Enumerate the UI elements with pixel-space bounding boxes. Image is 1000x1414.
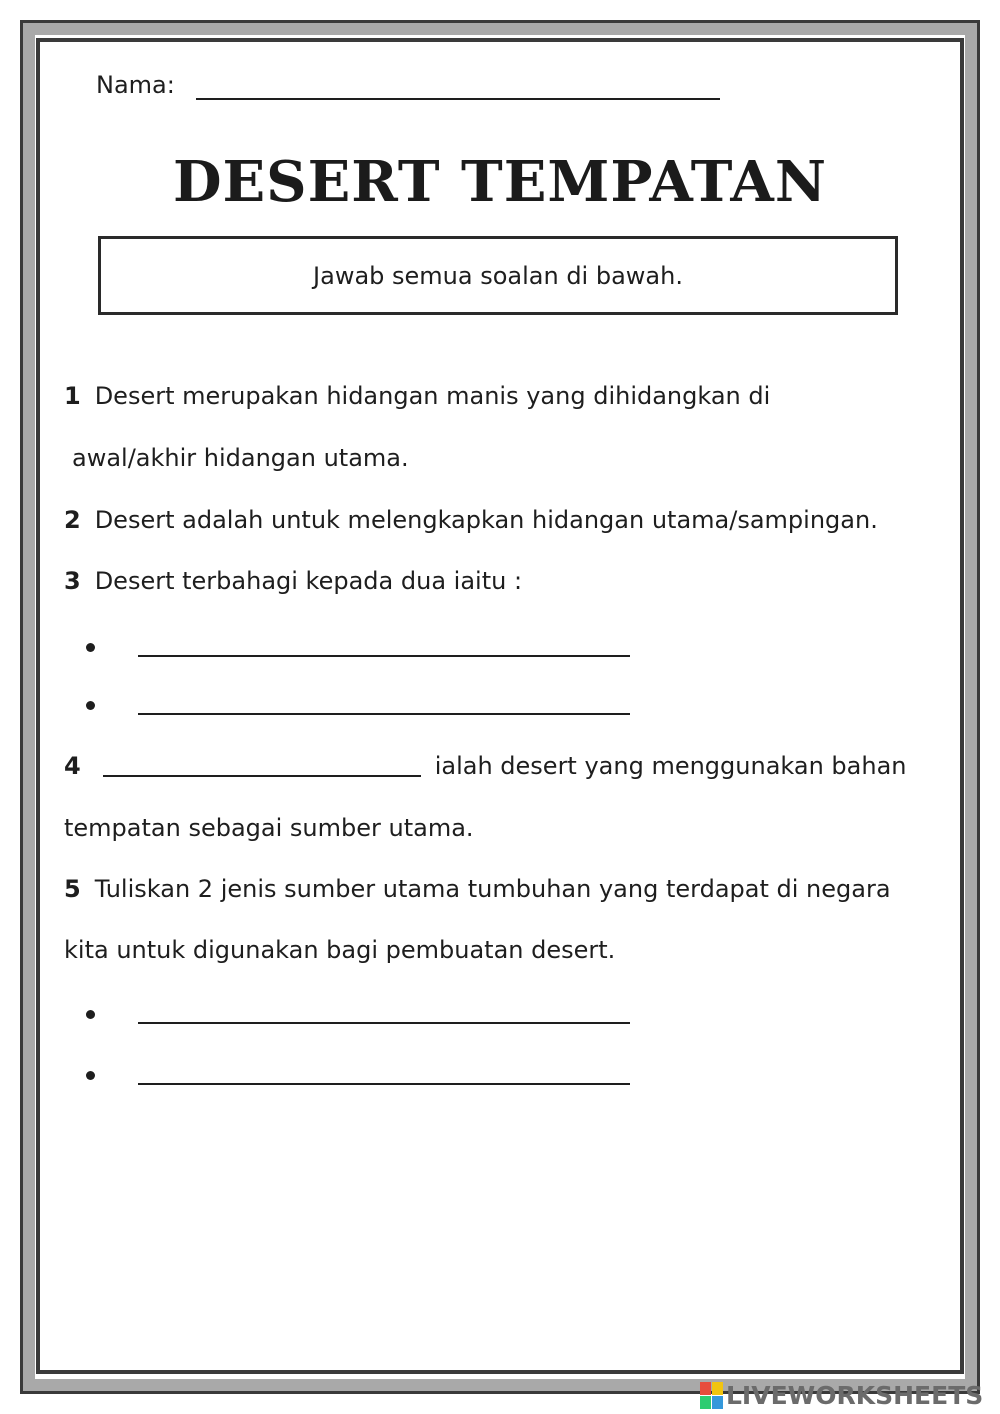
instruction-text: Jawab semua soalan di bawah.: [313, 261, 683, 290]
answer-blank-line[interactable]: [103, 775, 421, 777]
answer-blank-line[interactable]: [138, 713, 630, 715]
question-number: 5: [64, 875, 81, 903]
brand-name: LIVEWORKSHEETS: [726, 1381, 984, 1410]
question-5: [64, 871, 891, 907]
answer-blank-line[interactable]: [138, 1022, 630, 1024]
bullet-icon: [86, 1071, 95, 1080]
bullet-icon: [86, 701, 95, 710]
answer-bullet: [86, 1057, 646, 1093]
bullet-icon: [86, 1010, 95, 1019]
question-text: Desert merupakan hidangan manis yang dihidangkan di: [94, 382, 771, 410]
instruction-box: [98, 236, 898, 315]
question-1: [64, 378, 770, 414]
name-answer-line[interactable]: [196, 98, 720, 100]
name-label: Nama:: [96, 71, 175, 99]
question-text: Desert terbahagi kepada dua iaitu :: [94, 567, 523, 595]
question-4: [64, 748, 907, 784]
question-1-continuation: awal/akhir hidangan utama.: [72, 444, 409, 472]
name-field-row: [96, 68, 736, 104]
question-text: ialah desert yang menggunakan bahan: [434, 752, 907, 780]
answer-bullet: [86, 996, 646, 1032]
question-5-continuation: kita untuk digunakan bagi pembuatan desert.: [64, 936, 616, 964]
liveworksheets-badge-icon: [700, 1382, 724, 1410]
question-number: 4: [64, 752, 81, 780]
answer-bullet: [86, 687, 646, 723]
answer-bullet: [86, 629, 646, 665]
question-3: [64, 563, 522, 599]
question-number: 2: [64, 506, 81, 534]
bullet-icon: [86, 643, 95, 652]
question-text: Desert adalah untuk melengkapkan hidangan utama/sampingan.: [94, 506, 878, 534]
question-number: 1: [64, 382, 81, 410]
question-text: Tuliskan 2 jenis sumber utama tumbuhan yang terdapat di negara: [94, 875, 891, 903]
question-4-continuation: tempatan sebagai sumber utama.: [64, 814, 474, 842]
question-number: 3: [64, 567, 81, 595]
worksheet-title: DESERT TEMPATAN: [172, 149, 828, 215]
question-2: [64, 502, 878, 538]
answer-blank-line[interactable]: [138, 1083, 630, 1085]
answer-blank-line[interactable]: [138, 655, 630, 657]
liveworksheets-logo: [700, 1380, 1000, 1412]
